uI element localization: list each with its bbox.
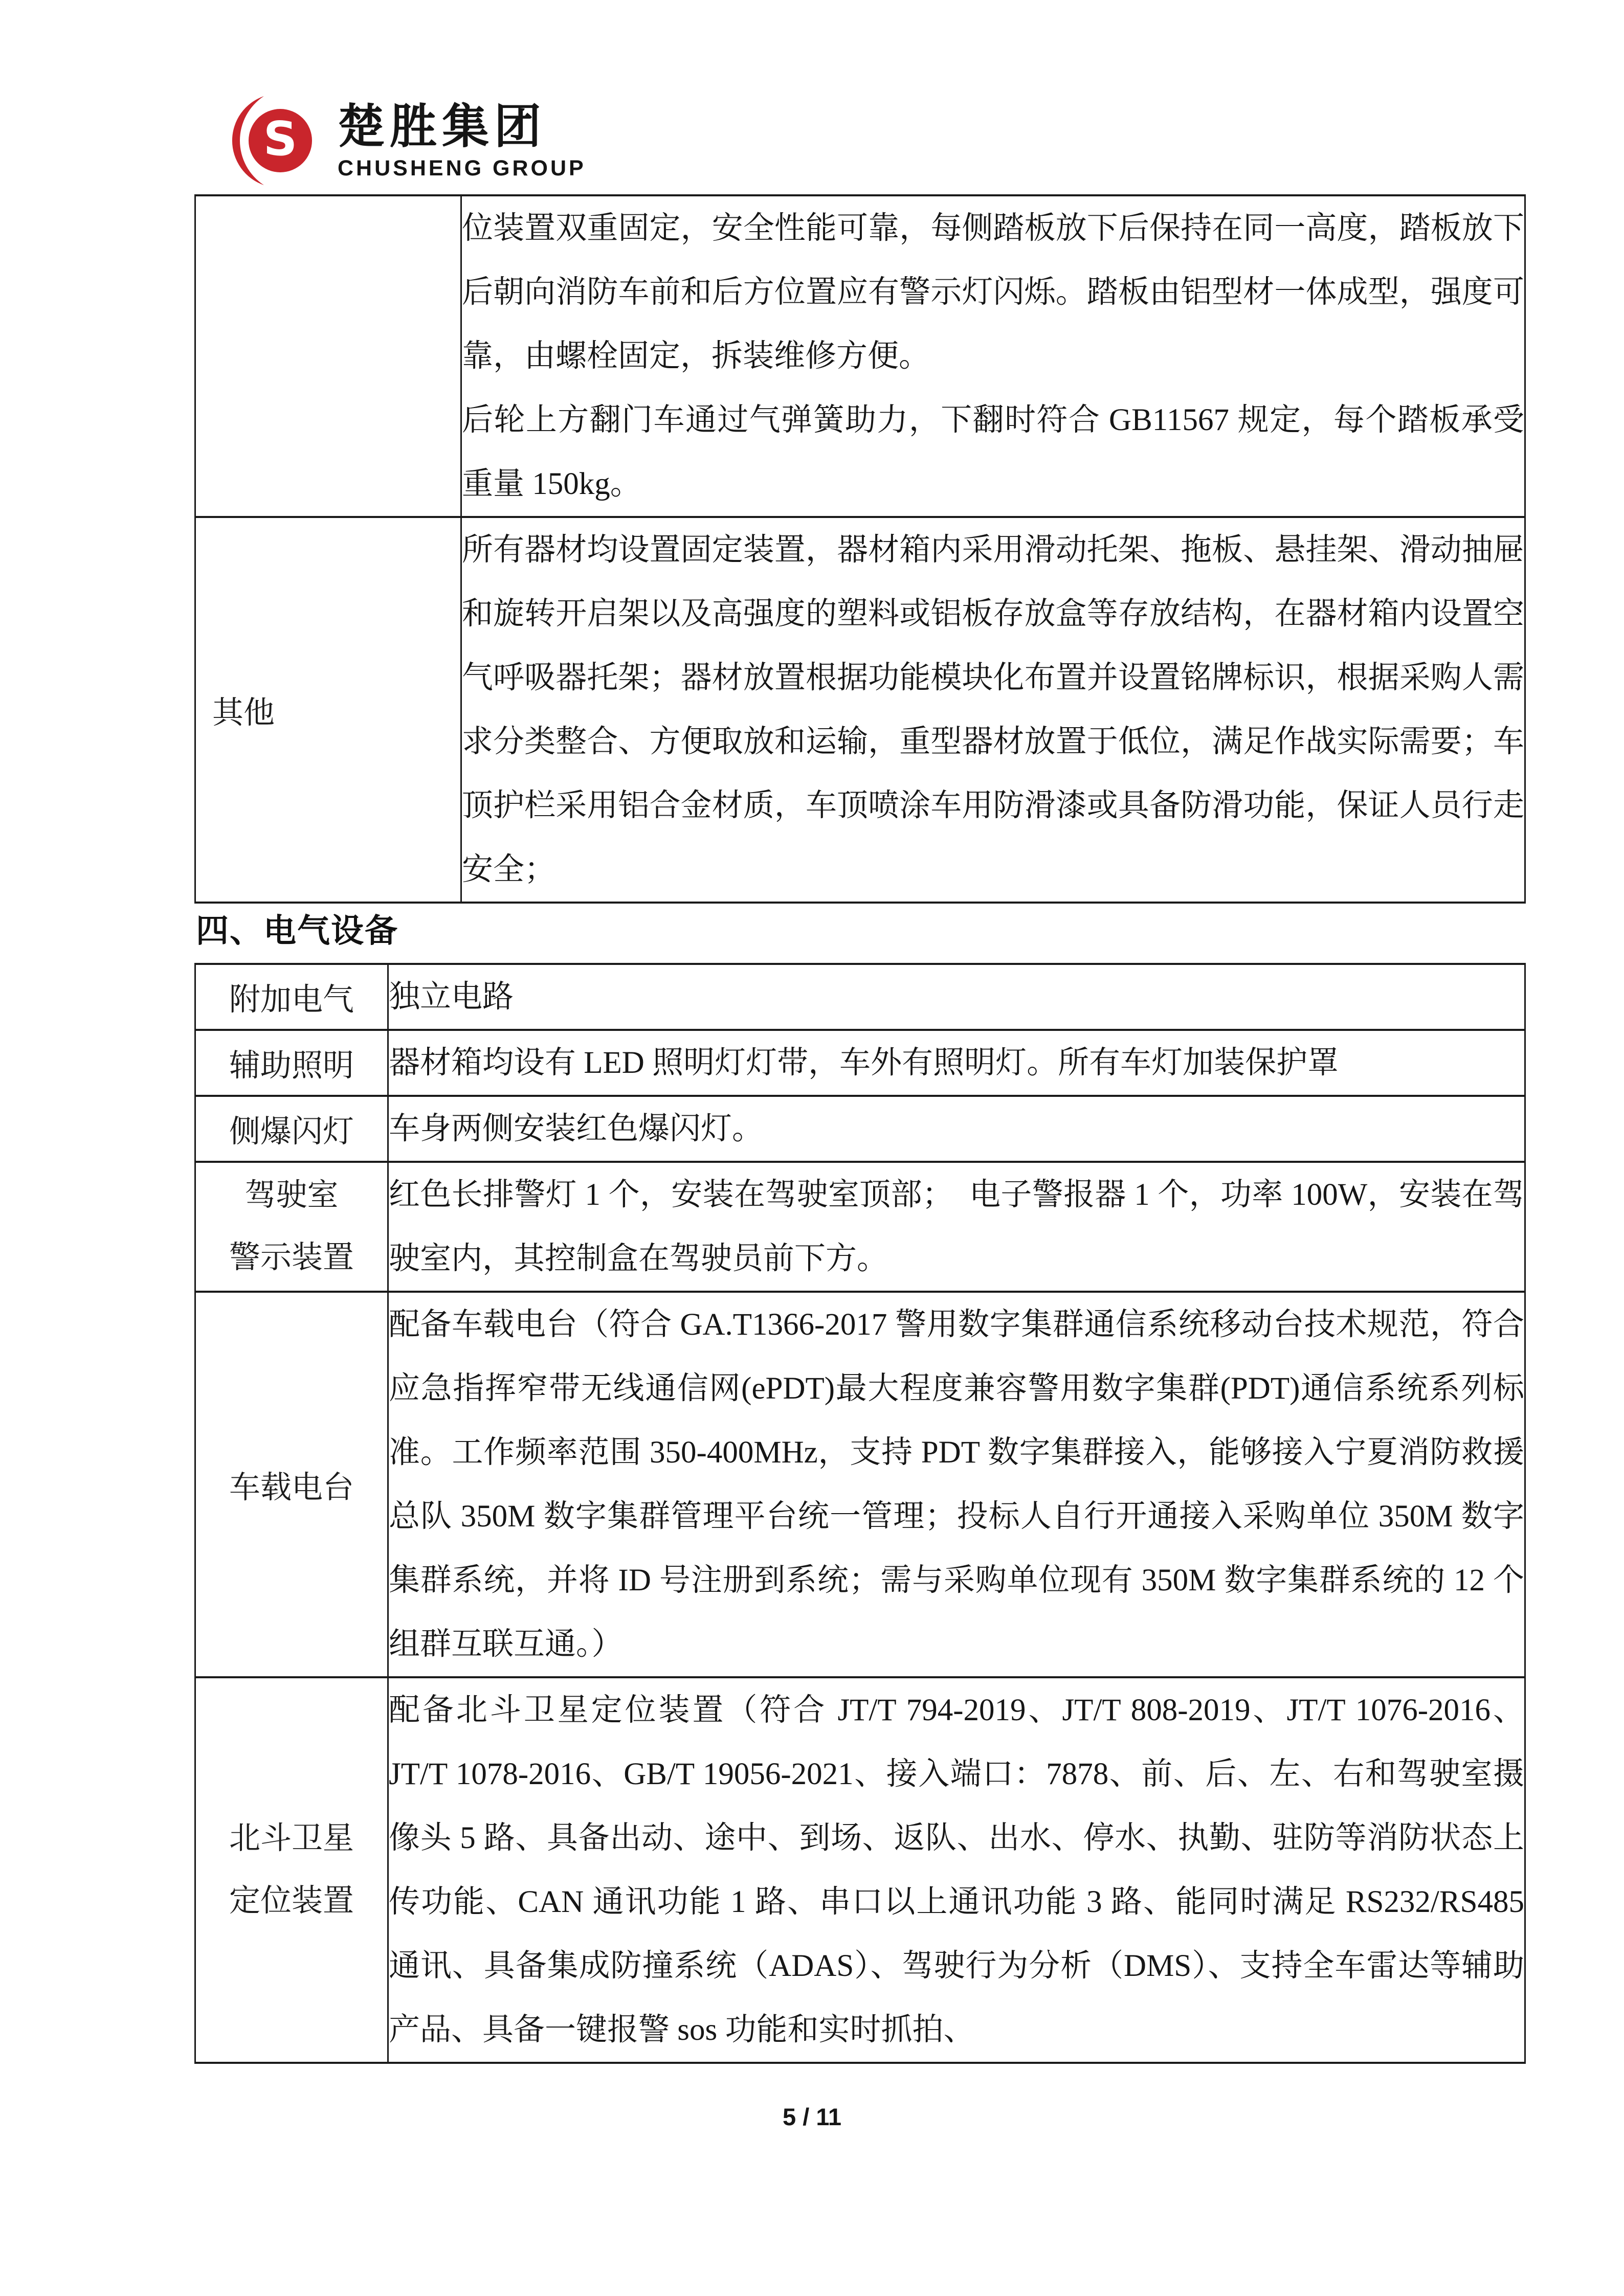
row-body-vehicle-radio: [388, 1292, 1525, 1677]
table-row-vehicle-radio: [195, 1292, 1525, 1677]
row-label-aux-circuit: 附加电气: [195, 964, 388, 1030]
table-row-beidou: [195, 1677, 1525, 2063]
row-label-line2: 警示装置: [229, 1241, 354, 1275]
row-body-aux-circuit: [388, 964, 1525, 1030]
spec-paragraph: 配备车载电台（符合 GA.T1366-2017 警用数字集群通信系统移动台技术规范，符合应急指挥窄带无线通信网(ePDT)最大程度兼容警用数字集群(PDT)通信系统系列标准。工作频率范围 350-400MHz，支持 PDT 数字集群接入，能够接入宁夏消防救援总队 350M 数字集群管理平台统一管理；投标人自行开通接入采购单位 350M 数字集群系统，并将 ID 号注册到系统；需与采购单位现有 350M 数字集群系统的 12 个组群互联互通。）: [389, 1308, 1524, 1661]
row-label-beidou: [195, 1677, 388, 2063]
electrical-spec-table: [194, 963, 1526, 2064]
spec-paragraph: 所有器材均设置固定装置，器材箱内采用滑动托架、拖板、悬挂架、滑动抽屉和旋转开启架以及高强度的塑料或铝板存放盒等存放结构，在器材箱内设置空气呼吸器托架；器材放置根据功能模块化布置并设置铭牌标识，根据采购人需求分类整合、方便取放和运输，重型器材放置于低位，满足作战实际需要；车顶护栏采用铝合金材质，车顶喷涂车用防滑漆或具备防滑功能，保证人员行走安全；: [462, 533, 1524, 887]
row-label-vehicle-radio: 车载电台: [195, 1292, 388, 1677]
table-row-side-strobe: [195, 1096, 1525, 1162]
crescent-s-emblem-svg: [215, 92, 322, 189]
spec-paragraph: 后轮上方翻门车通过气弹簧助力，下翻时符合 GB11567 规定，每个踏板承受重量 150kg。: [462, 403, 1524, 501]
chusheng-logo-icon: [215, 92, 322, 189]
page-number: 5 / 11: [783, 2103, 841, 2130]
row-label-lines: [196, 1808, 387, 1932]
row-body-other: [461, 517, 1525, 903]
row-label-line1: 北斗卫星: [229, 1821, 354, 1856]
table-row-continuation: [195, 195, 1525, 517]
row-label-line1: 驾驶室: [244, 1178, 339, 1212]
row-label-empty: [195, 195, 461, 517]
row-body-steps: [461, 195, 1525, 517]
spec-paragraph: 车身两侧安装红色爆闪灯。: [389, 1112, 764, 1146]
row-label-lines: [196, 1164, 387, 1289]
table-row-aux-lighting: [195, 1030, 1525, 1096]
spec-paragraph: 独立电路: [389, 980, 514, 1014]
spec-paragraph: 红色长排警灯 1 个，安装在驾驶室顶部； 电子警报器 1 个，功率 100W，安装在驾驶室内，其控制盒在驾驶员前下方。: [389, 1178, 1524, 1276]
row-body-beidou: [388, 1677, 1525, 2063]
row-label-side-strobe: 侧爆闪灯: [195, 1096, 388, 1162]
row-body-aux-lighting: [388, 1030, 1525, 1096]
spec-paragraph: 位装置双重固定，安全性能可靠，每侧踏板放下后保持在同一高度，踏板放下后朝向消防车前和后方位置应有警示灯闪烁。踏板由铝型材一体成型，强度可靠，由螺栓固定，拆装维修方便。: [462, 211, 1524, 373]
spec-paragraph: 器材箱均设有 LED 照明灯灯带，车外有照明灯。所有车灯加装保护罩: [389, 1046, 1339, 1080]
table-row-cab-warning: [195, 1162, 1525, 1292]
row-label-line2: 定位装置: [229, 1884, 354, 1918]
brand-name-cn: 楚胜集团: [338, 101, 547, 153]
svg-text:S: S: [263, 111, 298, 166]
row-body-side-strobe: [388, 1096, 1525, 1162]
table-row-other: [195, 517, 1525, 903]
row-label-cab-warning: [195, 1162, 388, 1292]
section-heading-electrical: 四、电气设备: [196, 913, 398, 949]
row-label-aux-lighting: 辅助照明: [195, 1030, 388, 1096]
company-logo: [215, 92, 586, 189]
logo-text-block: [338, 92, 586, 181]
table-row-aux-circuit: [195, 964, 1525, 1030]
brand-name-en: CHUSHENG GROUP: [338, 156, 586, 181]
row-label-other: 其他: [195, 517, 461, 903]
spec-paragraph: 配备北斗卫星定位装置（符合 JT/T 794-2019、JT/T 808-2019、JT/T 1076-2016、JT/T 1078-2016、GB/T 19056-2021、接入端口：7878、前、后、左、右和驾驶室摄像头 5 路、具备出动、途中、到场、返队、出水、停水、执勤、驻防等消防状态上传功能、CAN 通讯功能 1 路、串口以上通讯功能 3 路、能同时满足 RS232/RS485 通讯、具备集成防撞系统（ADAS）、驾驶行为分析（DMS）、支持全车雷达等辅助产品、具备一键报警 sos 功能和实时抓拍、: [389, 1693, 1524, 2047]
row-body-cab-warning: [388, 1162, 1525, 1292]
equipment-spec-table: [194, 194, 1526, 904]
